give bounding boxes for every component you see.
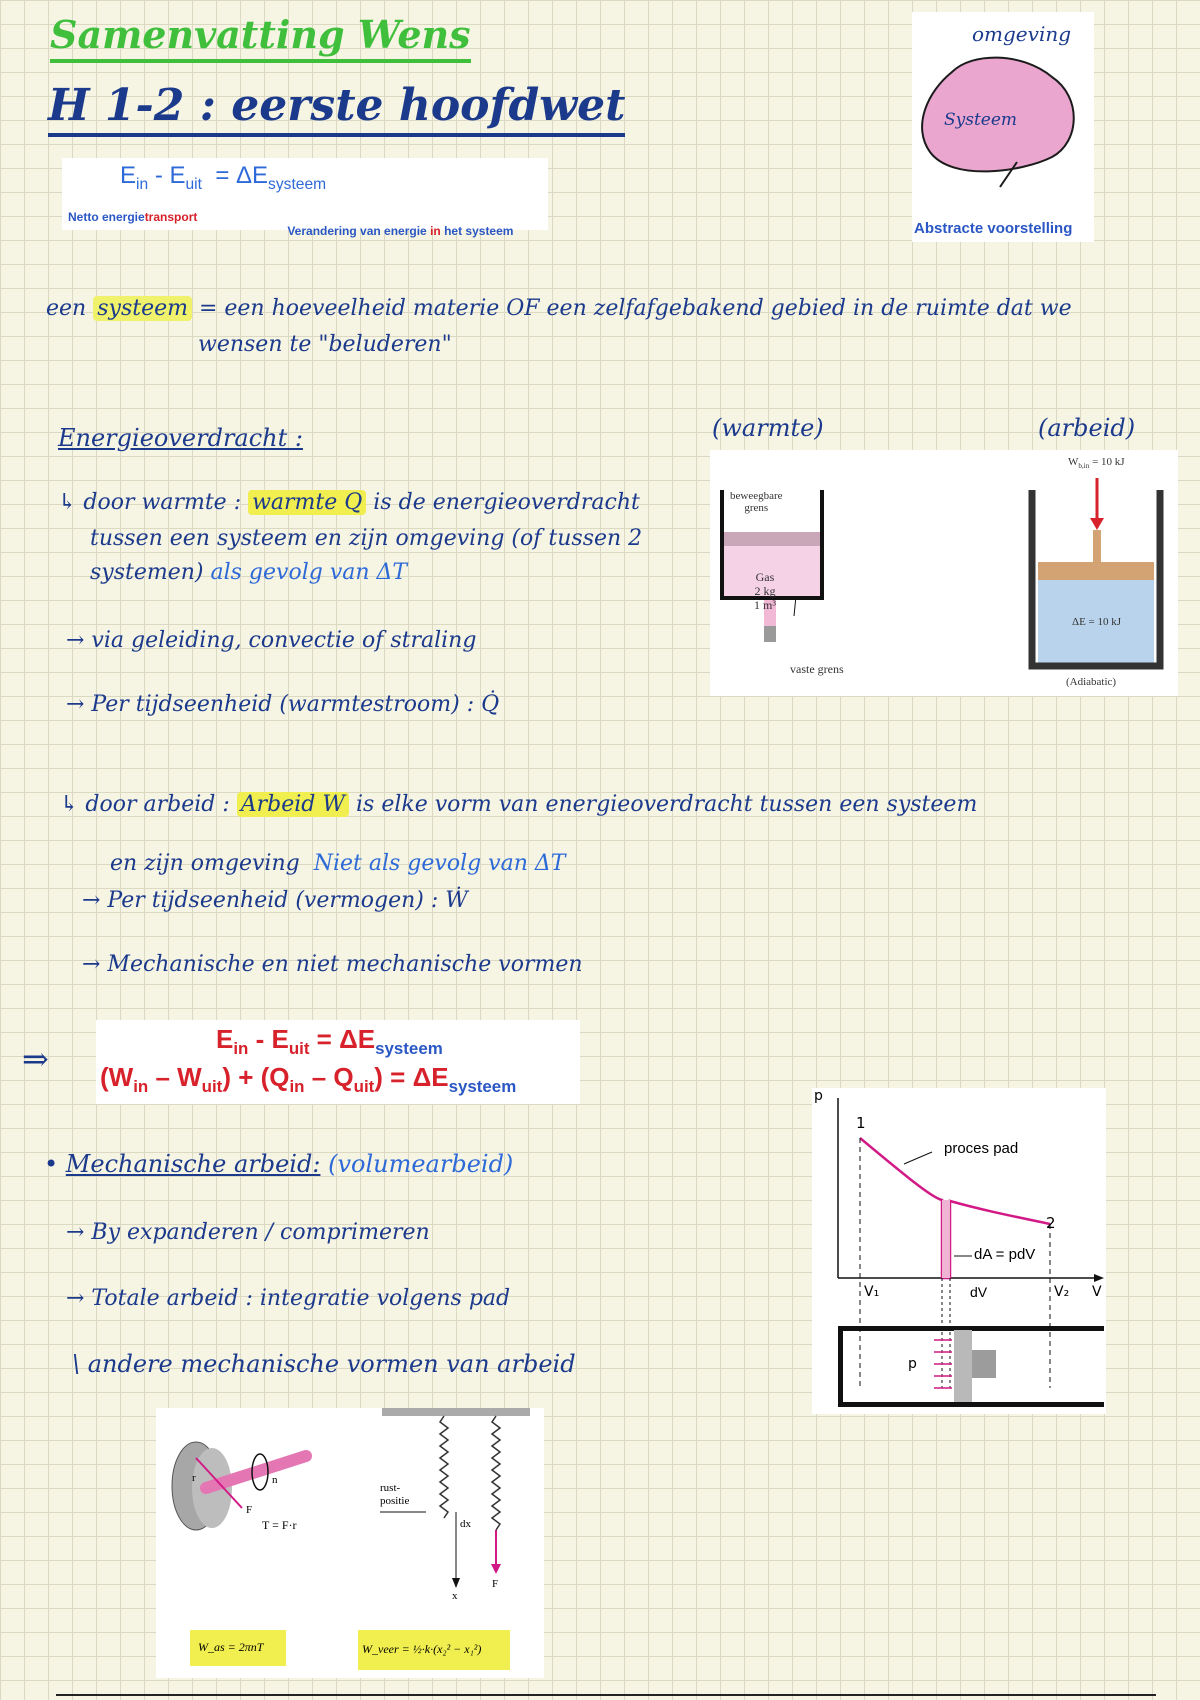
warmte-label: (warmte) <box>712 414 824 442</box>
work-bullet2: → Mechanische en niet mechanische vormen <box>82 952 583 977</box>
netto-label: Netto energietransport <box>68 210 198 224</box>
systeem-label: Systeem <box>944 110 1018 130</box>
v2-label: V₂ <box>1054 1284 1070 1300</box>
spring-f-label: F <box>492 1578 499 1590</box>
result-line1: $E_{in} - E_{uit} = \Delta E_{systeem}$ <box>216 1024 443 1059</box>
da-label: dA = pdV <box>974 1246 1036 1263</box>
mech-other: \ andere mechanische vormen van arbeid <box>72 1350 576 1378</box>
v1-label: V₁ <box>864 1284 880 1300</box>
shaft-r-label: r <box>192 1472 196 1484</box>
chapter-heading: H 1-2 : eerste hoofdwet <box>48 80 625 137</box>
system-figure <box>912 12 1094 242</box>
implies-arrow: ⇒ <box>22 1040 49 1078</box>
heat-line3: systemen) als gevolg van ΔT <box>90 560 408 585</box>
mech-bullet1: → By expanderen / comprimeren <box>66 1220 430 1245</box>
energy-balance-equation: $E_{in} - E_{uit} = \Delta E_{systeem}$ <box>120 162 327 193</box>
mech-heading: • Mechanische arbeid: (volumearbeid) <box>44 1150 514 1178</box>
page-title: Samenvatting Wens <box>50 12 471 63</box>
mech-bullet2: → Totale arbeid : integratie volgens pad <box>66 1286 511 1311</box>
delta-e-label: ΔE = 10 kJ <box>1072 616 1122 628</box>
gas-label: Gas 2 kg 1 m³ <box>754 570 776 612</box>
fixed-boundary-label: vaste grens <box>790 662 844 676</box>
energieoverdracht-heading: Energieoverdracht : <box>58 424 303 452</box>
pv-diagram-drawing <box>812 1088 1106 1414</box>
verandering-label: Verandering van energie in het systeem <box>287 224 514 238</box>
p-axis-label: p <box>814 1088 823 1104</box>
energy-balance-box <box>62 158 548 238</box>
dx-label: dx <box>460 1518 471 1530</box>
x-label: x <box>452 1590 458 1602</box>
piston-figures <box>710 450 1178 696</box>
shaft-f-label: F <box>246 1504 253 1516</box>
dv-label: dV <box>970 1284 988 1300</box>
heat-bullet2: → Per tijdseenheid (warmtestroom) : Q̇ <box>66 692 500 717</box>
point-2-label: 2 <box>1046 1214 1056 1232</box>
rest-position-label: rust- positie <box>380 1482 410 1507</box>
work-input-label: $W_{b,in} = 10$ kJ <box>1068 456 1125 471</box>
omgeving-label: omgeving <box>972 22 1072 46</box>
point-1-label: 1 <box>856 1114 866 1132</box>
shaft-n-label: n <box>272 1474 278 1486</box>
result-line2: $(W_{in} - W_{uit}) + (Q_{in} - Q_{uit}) = \Delta E_{systeem}$ <box>100 1062 517 1097</box>
torque-label: T = F·r <box>262 1518 297 1532</box>
spring-work-formula: W_veer = ½·k·(x₂² − x₁²) <box>362 1642 482 1656</box>
heat-line1: ↳ door warmte : warmte Q is de energieoverdracht <box>58 490 640 515</box>
heat-line2: tussen een systeem en zijn omgeving (of tussen 2 <box>90 526 643 551</box>
work-line2: en zijn omgeving Niet als gevolg van ΔT <box>110 851 566 876</box>
bottom-rule <box>56 1694 1156 1696</box>
work-line1: ↳ door arbeid : Arbeid W is elke vorm van energieoverdracht tussen een systeem <box>60 792 978 817</box>
pv-diagram <box>812 1088 1106 1414</box>
work-bullet1: → Per tijdseenheid (vermogen) : Ẇ <box>82 888 468 913</box>
movable-boundary-label: beweegbare grens <box>730 490 783 514</box>
arbeid-label: (arbeid) <box>1038 414 1136 442</box>
result-box <box>96 1020 580 1104</box>
systeem-term: systeem <box>93 296 192 321</box>
adiabatic-label: (Adiabatic) <box>1066 676 1117 688</box>
system-definition-line2: wensen te "beluderen" <box>198 332 452 357</box>
process-path-label: proces pad <box>944 1140 1019 1157</box>
piston-p-label: p <box>908 1356 917 1372</box>
abstract-caption: Abstracte voorstelling <box>914 220 1073 237</box>
heat-bullet1: → via geleiding, convectie of straling <box>66 628 477 653</box>
shaft-spring-figure <box>156 1408 544 1678</box>
v-axis-label: V <box>1092 1284 1102 1300</box>
shaft-work-formula: W_as = 2πnT <box>198 1640 264 1654</box>
piston-drawings <box>710 450 1178 696</box>
shaft-spring-drawing <box>156 1408 544 1678</box>
system-definition: een systeem = een hoeveelheid materie OF een zelfafgebakend gebied in de ruimte dat we <box>46 296 1072 321</box>
